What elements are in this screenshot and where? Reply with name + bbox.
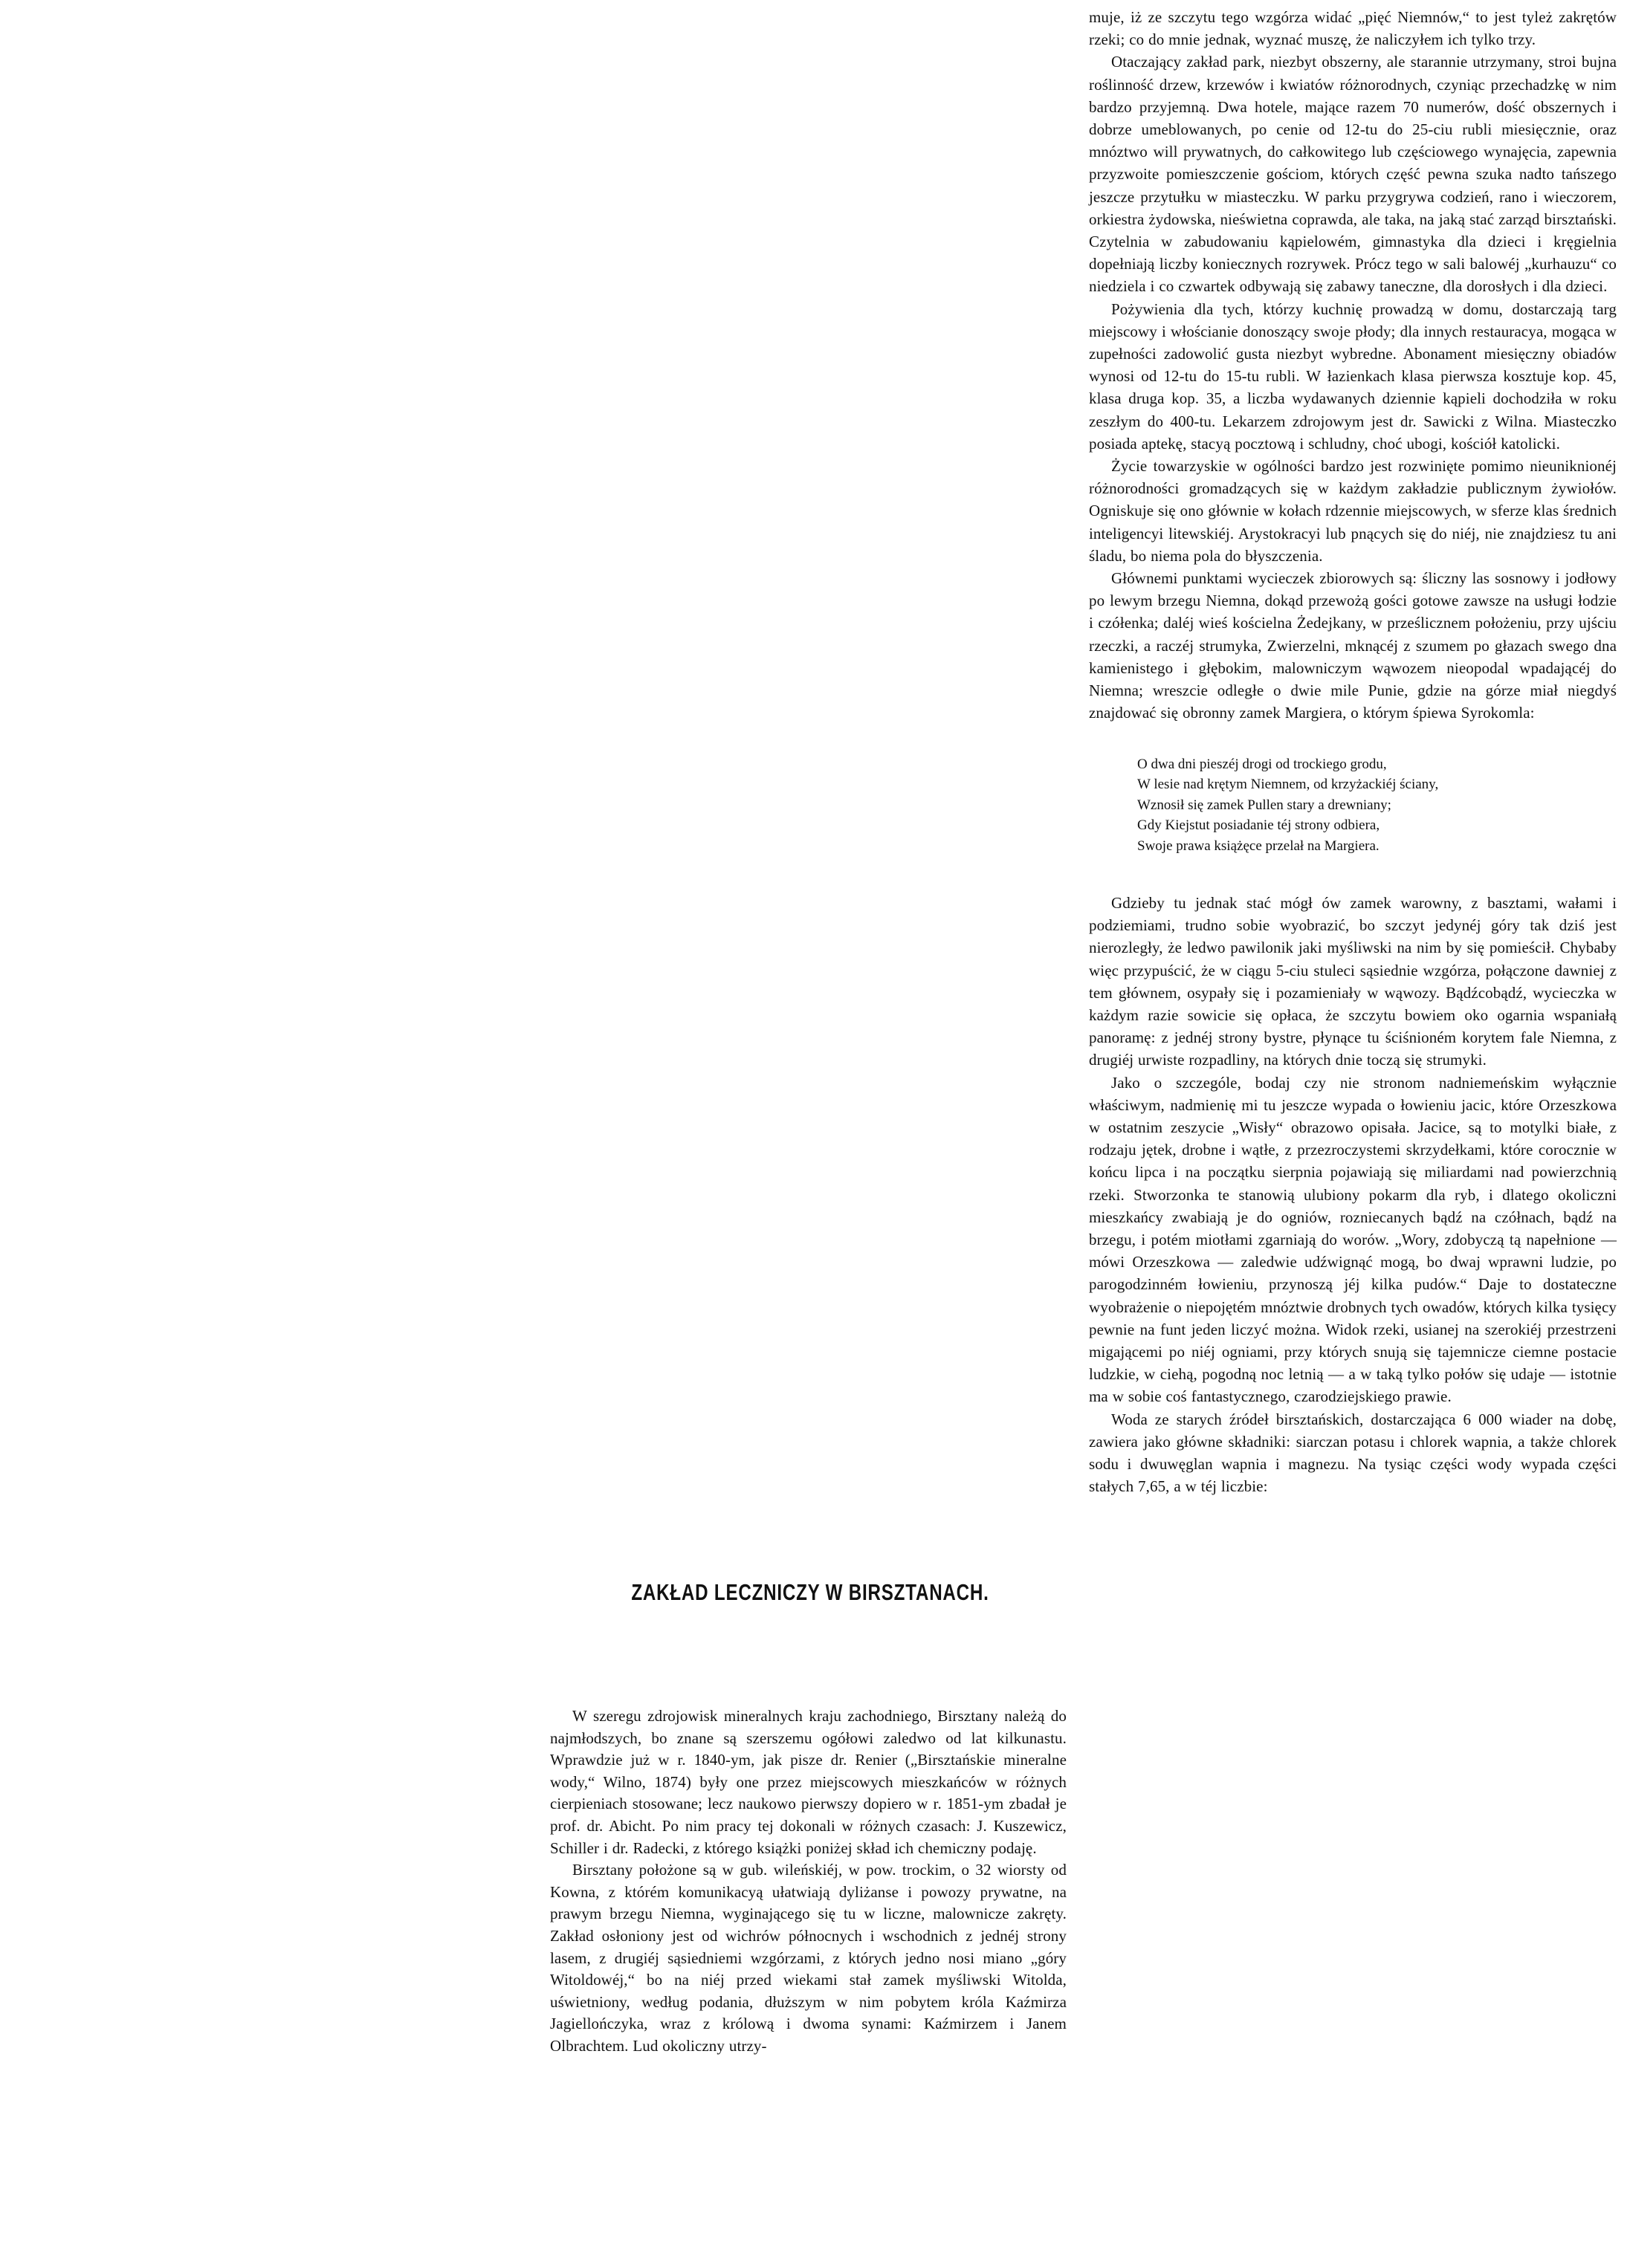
paragraph: Pożywienia dla tych, którzy kuchnię prowadzą w domu, dostarczają targ miejscowy i włościanie donoszący swoje płody; dla innych restauracya, mogąca w zupełności zadowolić gusta niezbyt wybredne. Abonament miesięczny obiadów wynosi od 12-tu do 15-tu rubli. W łazienkach klasa pierwsza kosztuje kop. 45, klasa druga kop. 35, a liczba wydawanych dziennie kąpieli dochodziła w roku zeszłym do 400-tu. Lekarzem zdrojowym jest dr. Sawicki z Wilna. Miasteczko posiada aptekę, stacyą pocztową i schludny, choć ubogi, kościół katolicki.	[1089, 299, 1617, 453]
paragraph: muje, iż ze szczytu tego wzgórza widać „pięć Niemnów,“ to jest tyleż zakrętów rzeki; co do mnie jednak, wyznać muszę, że naliczyłem ich tylko trzy.	[1089, 8, 1617, 49]
paragraph: Otaczający zakład park, niezbyt obszerny, ale starannie utrzymany, stroi bujna roślinność drzew, krzewów i kwiatów różnorodnych, czyniąc przechadzkę w nim bardzo przyjemną. Dwa hotele, mające razem 70 numerów, dość obszernych i dobrze umeblowanych, po cenie od 12-tu do 25-ciu rubli miesięcznie, oraz mnóztwo will prywatnych, do całkowitego lub częściowego wynajęcia, zapewnia przyzwoite pomieszczenie gościom, których część pewna szuka nadto tańszego jeszcze przytułku w miasteczku. W parku przygrywa codzień, rano i wieczorem, orkiestra żydowska, nieświetna coprawda, ale taka, na jaką stać zarząd birsztański. Czytelnia w zabudowaniu kąpielowém, gimnastyka dla dzieci i kręgielnia dopełniają liczby koniecznych rozrywek. Prócz tego w sali balowéj „kurhauzu“ co niedziela i co czwartek odbywają się zabawy taneczne, dla dorosłych i dla dzieci.	[1089, 53, 1617, 296]
paragraph: Gdzieby tu jednak stać mógł ów zamek warowny, z basztami, wałami i podziemiami, trudno sobie wyobrazić, bo szczyt jedynéj góry tak dziś jest nierozległy, że ledwo pawilonik jaki myśliwski na nim by się pomieścił. Chybaby więc przypuścić, że w ciągu 5-ciu stuleci sąsiednie wzgórza, połączone dawniej z tem głównem, osypały się i pozamieniały w wąwozy. Bądźcobądź, wycieczka w każdym razie sowicie się opłaca, że szczytu bowiem oko ogarnia wspaniałą panoramę: z jednéj strony bystre, płynące tu ściśnioném korytem fale Niemna, z drugiéj urwiste rozpadliny, na których dnie toczą się strumyki.	[1089, 894, 1617, 1069]
article-title: ZAKŁAD LECZNICZY W BIRSZTANACH.	[631, 1579, 989, 1605]
poem-line: W lesie nad krętym Niemnem, od krzyżackiéj ściany,	[1137, 777, 1439, 792]
paragraph: Jako o szczególe, bodaj czy nie stronom nadniemeńskim wyłącznie właściwym, nadmienię mi tu jeszcze wypada o łowieniu jacic, które Orzeszkowa w ostatnim zeszycie „Wisły“ obrazowo opisała. Jacice, są to motylki białe, z rodzaju jętek, drobne i wątłe, z przezroczystemi skrzydełkami, które corocznie w końcu lipca i na początku sierpnia pojawiają się miliardami nad powierzchnią rzeki. Stworzonka te stanowią ulubiony pokarm dla ryb, i dlatego okoliczni mieszkańcy zwabiają je do ogniów, rozniecanych bądź na czółnach, bądź na brzegu, i potém miotłami zgarniają do worów. „Wory, zdobyczą tą napełnione — mówi Orzeszkowa — zaledwie udźwignąć mogą, bo dwaj wprawni ludzie, po parogodzinném łowieniu, przynoszą jéj kilka pudów.“ Daje to dostateczne wyobrażenie o niepojętém mnóztwie drobnych tych owadów, których kilka tysięcy pewnie na funt jeden liczyć można. Widok rzeki, usianej na szerokiéj przestrzeni migającemi po niéj ogniami, przy których snują się tajemnicze ciemne postacie ludzkie, w ciehą, pogodną noc letnią — a w taką tylko połów się udaje — istotnie ma w sobie coś fantastycznego, czarodziejskiego prawie.	[1089, 1073, 1617, 1406]
poem-line: O dwa dni pieszéj drogi od trockiego grodu,	[1137, 756, 1387, 772]
poem-line: Gdy Kiejstut posiadanie téj strony odbiera,	[1137, 817, 1380, 833]
right-column	[1089, 6, 1617, 1497]
paragraph: Woda ze starych źródeł birsztańskich, dostarczająca 6 000 wiader na dobę, zawiera jako główne składniki: siarczan potasu i chlorek wapnia, a także chlorek sodu i dwuwęglan wapnia i magnezu. Na tysiąc części wody wypada części stałych 7,65, a w téj liczbie:	[1089, 1410, 1617, 1496]
paragraph: W szeregu zdrojowisk mineralnych kraju zachodniego, Birsztany należą do najmłodszych, bo znane są szerszemu ogółowi zaledwo od lat kilkunastu. Wprawdzie już w r. 1840-ym, jak pisze dr. Renier („Birsztańskie mineralne wody,“ Wilno, 1874) były one przez miejscowych mieszkańców w różnych cierpieniach stosowane; lecz naukowo pierwszy dopiero w r. 1851-ym zbadał je prof. dr. Abicht. Po nim pracy tej dokonali w różnych czasach: J. Kuszewicz, Schiller i dr. Radecki, z którego książki poniżej skład ich chemiczny podaję.	[550, 1707, 1067, 1857]
paragraph: Głównemi punktami wycieczek zbiorowych są: śliczny las sosnowy i jodłowy po lewym brzegu Niemna, dokąd przewożą gości gotowe zawsze na usługi łodzie i czółenka; daléj wieś kościelna Żedejkany, w prześlicznem położeniu, przy ujściu rzeczki, a raczéj strumyka, Zwierzelni, mknącéj z szumem po głazach swego dna kamienistego i głębokim, malowniczym wąwozem nieopodal wpadającéj do Niemna; wreszcie odległe o dwie mile Punie, gdzie na górze miał niegdyś znajdować się obronny zamek Margiera, o którym śpiewa Syrokomla:	[1089, 569, 1617, 722]
paragraph: Życie towarzyskie w ogólności bardzo jest rozwinięte pomimo nieuniknionéj różnorodności gromadzących się w każdym zakładzie publicznym żywiołów. Ogniskuje się ono głównie w kołach rdzennie miejscowych, w sferze klas średnich inteligencyi litewskiéj. Arystokracyi lub pnących się do niéj, nie znajdziesz tu ani śladu, bo niema pola do błyszczenia.	[1089, 457, 1617, 565]
poem-line: Wznosił się zamek Pullen stary a drewniany;	[1137, 797, 1391, 813]
poem-quote	[1137, 754, 1617, 857]
poem-line: Swoje prawa książęce przelał na Margiera.	[1137, 837, 1380, 854]
paragraph: Birsztany położone są w gub. wileńskiéj, w pow. trockim, o 32 wiorsty od Kowna, z którém komunikacyą ułatwiają dyliżanse i powozy prywatne, na prawym brzegu Niemna, wyginającego się tu w liczne, malownicze zakręty. Zakład osłoniony jest od wichrów północnych i wschodnich z jednéj strony lasem, z drugiéj sąsiedniemi wzgórzami, z których jedno nosi miano „góry Witoldowéj,“ bo na niéj przed wiekami stał zamek myśliwski Witolda, uświetniony, według podania, dłuższym w nim pobytem króla Kaźmirza Jagiellończyka, wraz z królową i dwoma synami: Kaźmirzem i Janem Olbrachtem. Lud okoliczny utrzy-	[550, 1861, 1067, 2055]
left-column	[550, 1705, 1067, 2058]
